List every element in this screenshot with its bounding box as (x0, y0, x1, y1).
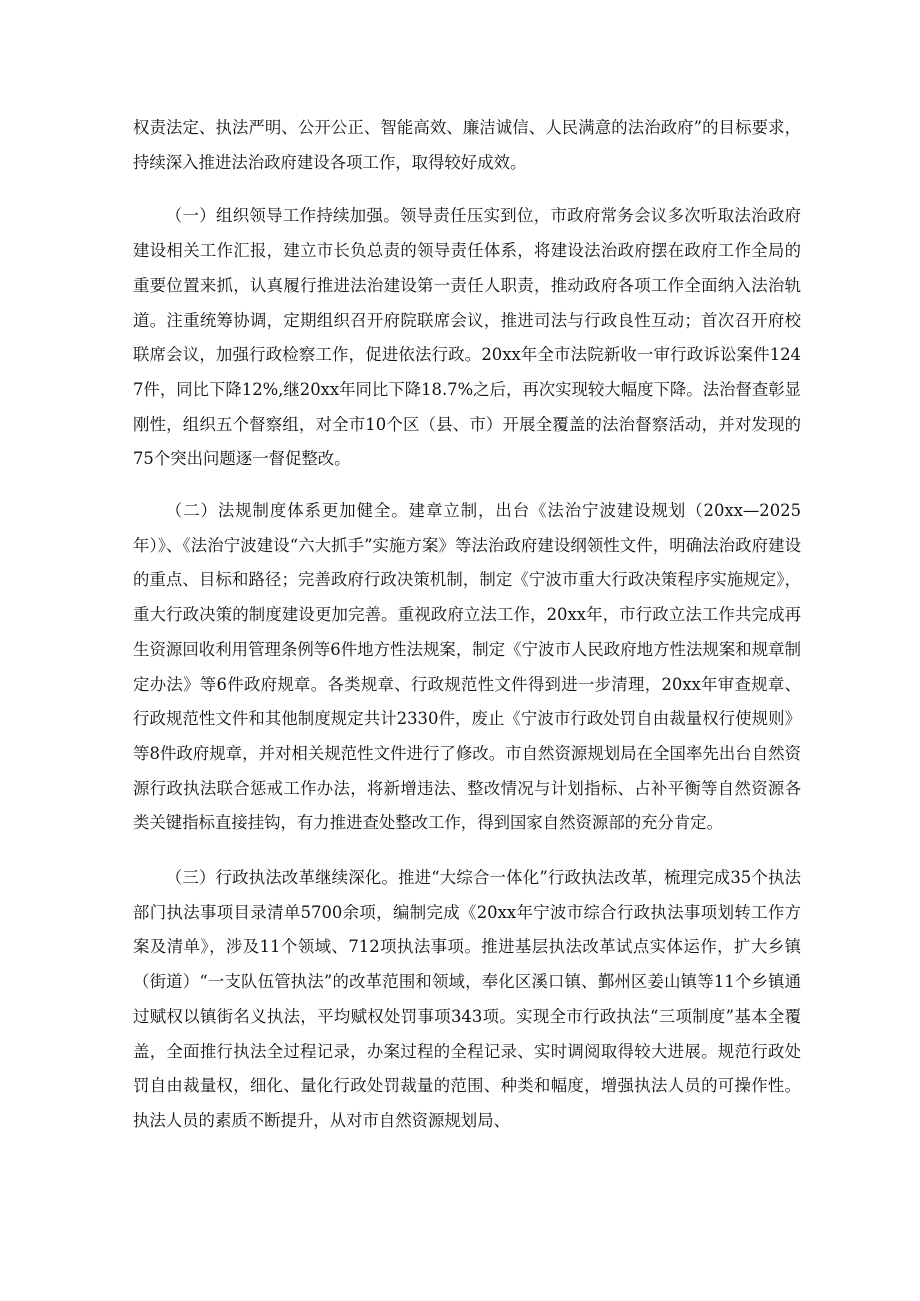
paragraph-intro-continuation: 权责法定、执法严明、公开公正、智能高效、廉洁诚信、人民满意的法治政府”的目标要求，持续深入推进法治政府建设各项工作，取得较好成效。 (133, 118, 801, 172)
paragraph-section-3-law-enforcement-reform: （三）行政执法改革继续深化。推进“大综合一体化”行政执法改革，梳理完成35个执法部门执法事项目录清单5700余项，编制完成《20xx年宁波市综合行政执法事项划转工作方案及清单》，涉及11个领域、712项执法事项。推进基层执法改革试点实体运作，扩大乡镇（街道）“一支队伍管执法”的改革范围和领域，奉化区溪口镇、鄞州区姜山镇等11个乡镇通过赋权以镇街名义执法，平均赋权处罚事项343项。实现全市行政执法“三项制度”基本全覆盖，全面推行执法全过程记录，办案过程的全程记录、实时调阅取得较大进展。规范行政处罚自由裁量权，细化、量化行政处罚裁量的范围、种类和幅度，增强执法人员的可操作性。执法人员的素质不断提升，从对市自然资源规划局、 (133, 868, 801, 1130)
document-body (133, 111, 801, 1139)
paragraph-section-1-organization-leadership: （一）组织领导工作持续加强。领导责任压实到位，市政府常务会议多次听取法治政府建设相关工作汇报，建立市长负总责的领导责任体系，将建设法治政府摆在政府工作全局的重要位置来抓，认真履行推进法治建设第一责任人职责，推动政府各项工作全面纳入法治轨道。注重统筹协调，定期组织召开府院联席会议，推进司法与行政良性互动；首次召开府校联席会议，加强行政检察工作，促进依法行政。20xx年全市法院新收一审行政诉讼案件1247件，同比下降12%,继20xx年同比下降18.7%之后，再次实现较大幅度下降。法治督查彰显刚性，组织五个督察组，对全市10个区（县、市）开展全覆盖的法治督察活动，并对发现的75个突出问题逐一督促整改。 (133, 206, 801, 469)
paragraph-section-2-regulation-system: （二）法规制度体系更加健全。建章立制，出台《法治宁波建设规划（20xx—2025年）》、《法治宁波建设“六大抓手”实施方案》等法治政府建设纲领性文件，明确法治政府建设的重点、目标和路径；完善政府行政决策机制，制定《宁波市重大行政决策程序实施规定》，重大行政决策的制度建设更加完善。重视政府立法工作，20xx年，市行政立法工作共完成再生资源回收利用管理条例等6件地方性法规案，制定《宁波市人民政府地方性法规案和规章制定办法》等6件政府规章。各类规章、行政规范性文件得到进一步清理，20xx年审查规章、行政规范性文件和其他制度规定共计2330件，废止《宁波市行政处罚自由裁量权行使规则》等8件政府规章，并对相关规范性文件进行了修改。市自然资源规划局在全国率先出台自然资源行政执法联合惩戒工作办法，将新增违法、整改情况与计划指标、占补平衡等自然资源各类关键指标直接挂钩，有力推进查处整改工作，得到国家自然资源部的充分肯定。 (133, 501, 801, 833)
